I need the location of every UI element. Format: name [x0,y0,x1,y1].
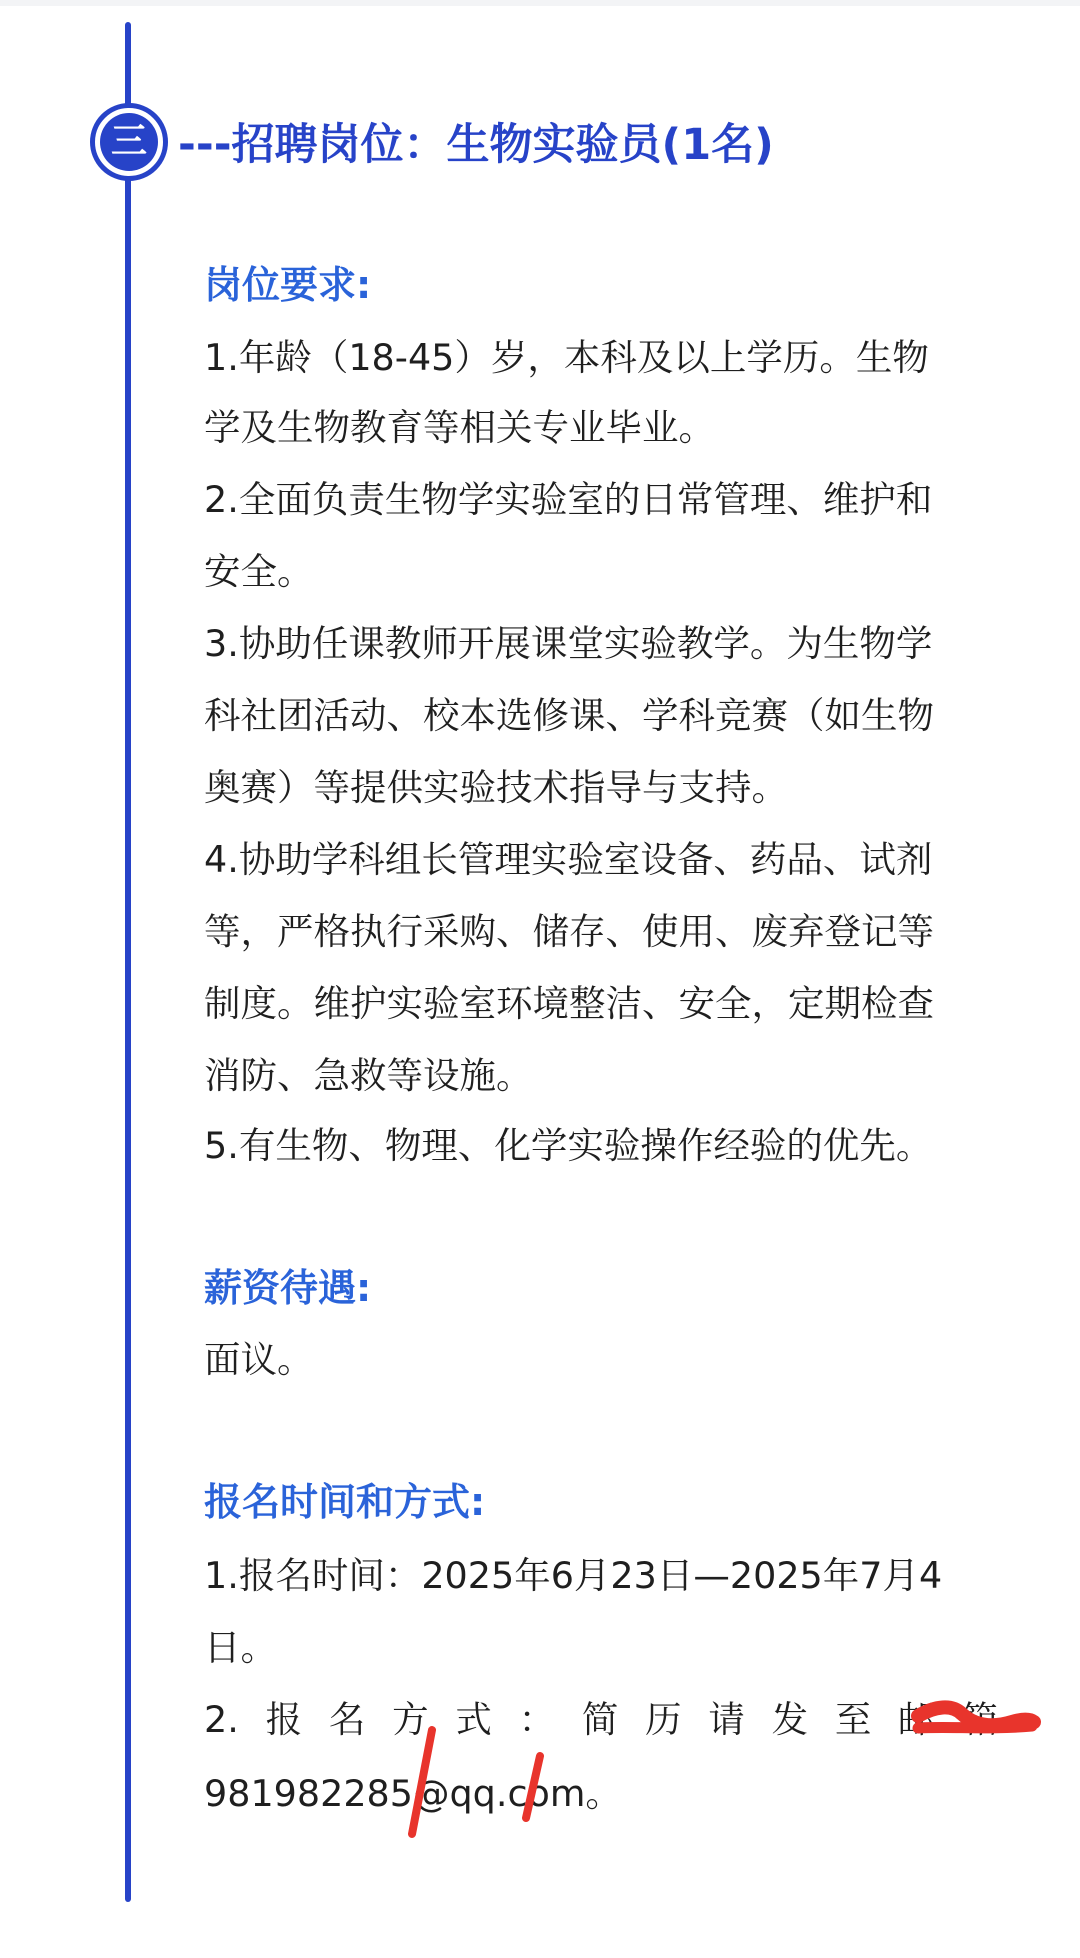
requirements-line: 消防、急救等设施。 [204,1054,533,1097]
method-char: 报 [265,1698,303,1741]
method-char: ： [518,1698,556,1741]
registration-method-line [204,1690,998,1750]
top-divider [0,0,1080,6]
requirements-line: 奥赛）等提供实验技术指导与支持。 [204,766,788,809]
salary-heading: 薪资待遇: [204,1266,372,1310]
method-char: 2. [204,1698,239,1741]
section-title: ---招聘岗位：生物实验员(1名) [178,120,774,170]
registration-time-line: 1.报名时间：2025年6月23日—2025年7月4 [204,1554,943,1597]
requirements-line: 5.有生物、物理、化学实验操作经验的优先。 [204,1124,933,1167]
requirements-heading: 岗位要求: [204,263,372,307]
method-char: 简 [581,1698,619,1741]
method-char: 方 [392,1698,429,1741]
requirements-line: 等，严格执行采购、储存、使用、废弃登记等 [204,910,934,953]
registration-heading: 报名时间和方式: [204,1480,486,1524]
requirements-line: 安全。 [204,550,314,593]
requirements-line: 2.全面负责生物学实验室的日常管理、维护和 [204,478,933,521]
section-number-badge [90,103,168,181]
method-char: 发 [771,1698,809,1741]
requirements-line: 制度。维护实验室环境整洁、安全，定期检查 [204,982,934,1025]
registration-time-line: 日。 [204,1626,277,1669]
method-char: 箱 [961,1698,998,1741]
method-char: 请 [708,1698,745,1741]
method-char: 式 [455,1698,492,1741]
salary-text: 面议。 [204,1338,314,1381]
method-char: 历 [645,1698,682,1741]
requirements-line: 4.协助学科组长管理实验室设备、药品、试剂 [204,838,933,881]
method-char: 至 [834,1698,872,1741]
method-char: 名 [328,1698,366,1741]
requirements-line: 1.年龄（18-45）岁，本科及以上学历。生物 [204,336,929,379]
requirements-line: 科社团活动、校本选修课、学科竞赛（如生物 [204,694,934,737]
requirements-line: 3.协助任课教师开展课堂实验教学。为生物学 [204,622,933,665]
registration-email: 981982285@qq.com。 [204,1772,622,1815]
method-char: 邮 [898,1698,935,1741]
section-number: 三 [100,113,158,171]
timeline-line [125,22,131,1902]
requirements-line: 学及生物教育等相关专业毕业。 [204,406,715,449]
